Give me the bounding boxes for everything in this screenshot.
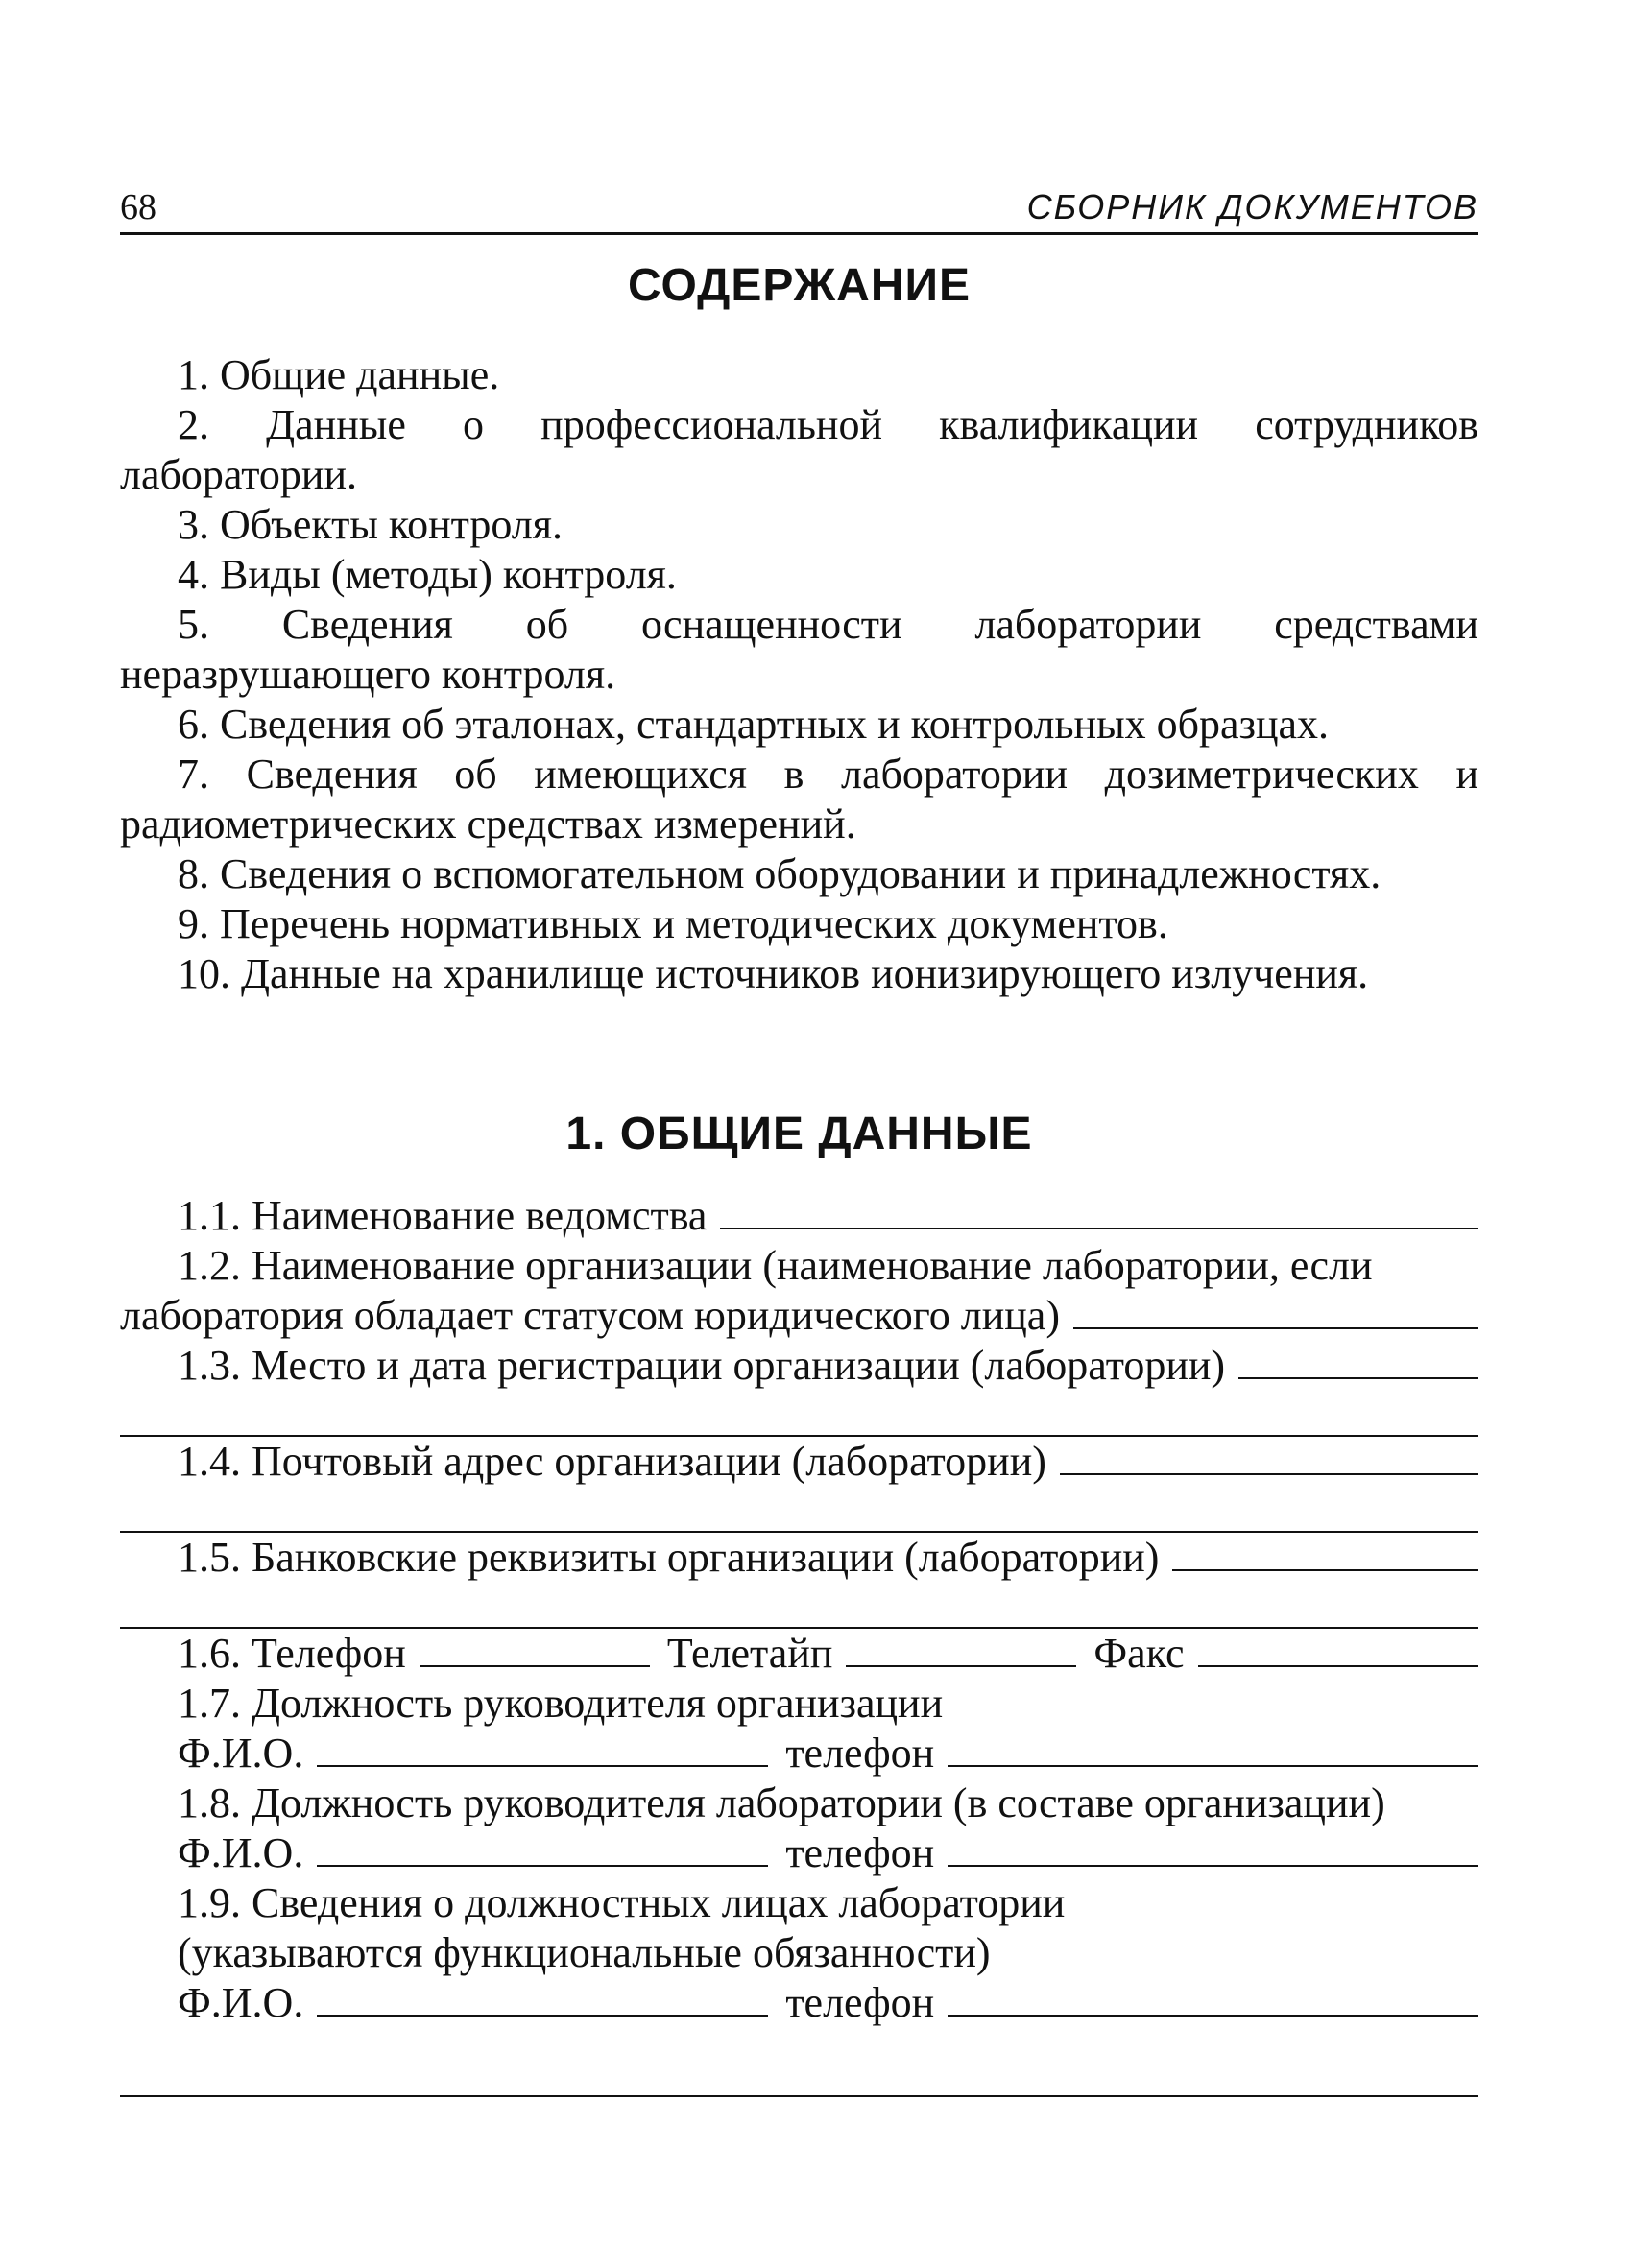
field-1-7 (120, 1679, 1478, 1729)
field-1-9-person (120, 1978, 1478, 2028)
fill-in-line-full[interactable] (120, 2028, 1478, 2097)
field-label: 1.4. Почтовый адрес организации (лаборатории) (178, 1438, 1046, 1485)
toc-item: 7. Сведения об имеющихся в лаборатории дозиметрических и радиометрических средствах измерений. (120, 751, 1478, 848)
general-data-form (120, 1191, 1478, 2097)
teletype-label: Телетайп (666, 1630, 833, 1677)
field-1-5 (120, 1533, 1478, 1583)
field-label: лаборатория обладает статусом юридического лица) (120, 1292, 1060, 1339)
phone-label: телефон (785, 1979, 935, 2026)
phone-fill-in-line[interactable] (948, 1731, 1478, 1767)
fill-in-line[interactable] (1073, 1293, 1478, 1329)
fax-fill-in-line[interactable] (1198, 1631, 1478, 1667)
fio-fill-in-line[interactable] (317, 1980, 768, 2017)
phone-label: телефон (785, 1730, 935, 1777)
toc-item: 5. Сведения об оснащенности лаборатории средствами неразрушающего контроля. (120, 601, 1478, 698)
fio-fill-in-line[interactable] (317, 1830, 768, 1867)
toc-item: 10. Данные на хранилище источников ионизирующего излучения. (178, 950, 1369, 997)
field-note: (указываются функциональные обязанности) (178, 1929, 991, 1976)
toc-item: 3. Объекты контроля. (178, 501, 564, 548)
toc-item: 4. Виды (методы) контроля. (178, 551, 677, 598)
table-of-contents (120, 350, 1478, 999)
teletype-fill-in-line[interactable] (846, 1631, 1076, 1667)
toc-item: 2. Данные о профессиональной квалификации сотрудников лаборатории. (120, 401, 1478, 498)
field-1-9 (120, 1878, 1478, 1928)
field-label: 1.9. Сведения о должностных лицах лаборатории (178, 1879, 1066, 1926)
field-label: 1.5. Банковские реквизиты организации (лаборатории) (178, 1534, 1160, 1581)
toc-item: 8. Сведения о вспомогательном оборудовании и принадлежностях. (178, 850, 1381, 897)
field-label: 1.1. Наименование ведомства (178, 1192, 708, 1239)
field-1-3 (120, 1341, 1478, 1391)
fill-in-line-full[interactable] (120, 1487, 1478, 1533)
field-label: 1.2. Наименование организации (наименование лаборатории, если (178, 1242, 1373, 1289)
fill-in-line-full[interactable] (120, 1391, 1478, 1437)
fio-fill-in-line[interactable] (317, 1731, 768, 1767)
page-number: 68 (120, 187, 156, 227)
phone-label: телефон (785, 1829, 935, 1876)
field-1-2 (120, 1291, 1478, 1341)
field-label: 1.8. Должность руководителя лаборатории (в составе организации) (178, 1779, 1385, 1826)
fill-in-line[interactable] (1172, 1535, 1478, 1571)
fill-in-line-full[interactable] (120, 1583, 1478, 1629)
field-1-9-note (120, 1928, 1478, 1978)
field-label: 1.7. Должность руководителя организации (178, 1680, 944, 1727)
field-1-7-person (120, 1729, 1478, 1779)
field-label: 1.3. Место и дата регистрации организации (лаборатории) (178, 1342, 1226, 1389)
fill-in-line[interactable] (720, 1193, 1478, 1229)
fio-label: Ф.И.О. (178, 1829, 304, 1876)
section-title: 1. ОБЩИЕ ДАННЫЕ (565, 1109, 1033, 1159)
field-1-2-first-line (120, 1241, 1478, 1291)
fill-in-line[interactable] (1238, 1343, 1478, 1379)
field-1-1 (120, 1191, 1478, 1241)
running-header (120, 182, 1478, 235)
field-1-8-person (120, 1828, 1478, 1878)
document-page (120, 182, 1478, 2097)
toc-item: 9. Перечень нормативных и методических документов. (178, 900, 1168, 947)
toc-item: 1. Общие данные. (178, 351, 500, 398)
phone-label: 1.6. Телефон (178, 1630, 406, 1677)
fio-label: Ф.И.О. (178, 1730, 304, 1777)
phone-fill-in-line[interactable] (420, 1631, 650, 1667)
toc-item: 6. Сведения об эталонах, стандартных и контрольных образцах. (178, 701, 1330, 748)
field-1-6 (120, 1629, 1478, 1679)
toc-title: СОДЕРЖАНИЕ (628, 260, 971, 311)
field-1-8 (120, 1779, 1478, 1828)
field-1-4 (120, 1437, 1478, 1487)
phone-fill-in-line[interactable] (948, 1830, 1478, 1867)
fax-label: Факс (1093, 1630, 1185, 1677)
fill-in-line[interactable] (1060, 1439, 1478, 1475)
fio-label: Ф.И.О. (178, 1979, 304, 2026)
running-title: СБОРНИК ДОКУМЕНТОВ (1026, 187, 1478, 227)
phone-fill-in-line[interactable] (948, 1980, 1478, 2017)
